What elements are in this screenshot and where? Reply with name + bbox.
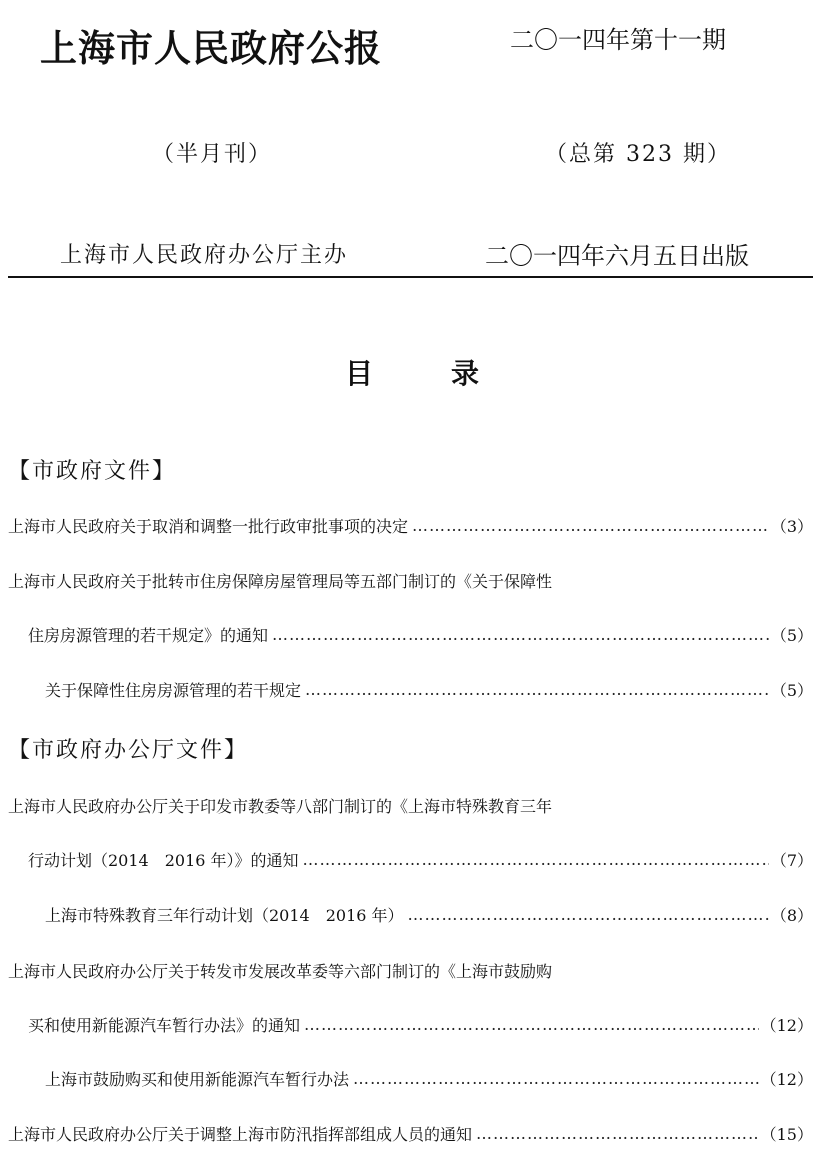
- toc-entry[interactable]: [8, 1121, 813, 1145]
- toc-entry-title: 买和使用新能源汽车暂行办法》的通知: [28, 1015, 301, 1035]
- header-divider: [8, 276, 813, 278]
- toc-entry[interactable]: [8, 568, 813, 592]
- publication-frequency: （半月刊）: [152, 142, 273, 167]
- toc-entry-title: 行动计划（2014 2016 年）》的通知: [28, 850, 299, 870]
- toc-entry-continuation[interactable]: [28, 847, 813, 871]
- section-heading-municipal-gov: 【市政府文件】: [8, 459, 177, 484]
- leader-dots: [353, 1069, 759, 1088]
- toc-entry-continuation[interactable]: [28, 1012, 813, 1036]
- toc-entry-title: 上海市人民政府办公厅关于印发市教委等八部门制订的《上海市特殊教育三年: [8, 796, 553, 816]
- bulletin-title: 上海市人民政府公报: [40, 26, 382, 70]
- leader-dots: [304, 1015, 759, 1034]
- toc-entry[interactable]: [8, 793, 813, 817]
- sponsor-line: 上海市人民政府办公厅主办: [60, 243, 349, 268]
- toc-entry-page: （8）: [770, 905, 813, 925]
- toc-entry-title: 上海市人民政府办公厅关于调整上海市防汛指挥部组成人员的通知: [8, 1124, 473, 1144]
- toc-entry-title: 住房房源管理的若干规定》的通知: [28, 625, 269, 645]
- toc-entry-continuation[interactable]: [28, 622, 813, 646]
- toc-entry[interactable]: [8, 958, 813, 982]
- toc-entry-title: 上海市特殊教育三年行动计划（2014 2016 年）: [45, 905, 404, 925]
- leader-dots: [408, 905, 769, 924]
- toc-subentry[interactable]: [45, 902, 813, 926]
- toc-entry-title: 上海市人民政府关于取消和调整一批行政审批事项的决定: [8, 516, 409, 536]
- section-heading-general-office: 【市政府办公厅文件】: [8, 738, 249, 763]
- toc-entry-page: （15）: [760, 1124, 813, 1144]
- leader-dots: [412, 516, 769, 535]
- toc-entry-title: 上海市人民政府关于批转市住房保障房屋管理局等五部门制订的《关于保障性: [8, 571, 553, 591]
- issue-number: 二〇一四年第十一期: [510, 26, 726, 54]
- toc-entry-page: （7）: [770, 850, 813, 870]
- toc-subentry[interactable]: [45, 677, 813, 701]
- toc-entry-page: （12）: [760, 1015, 813, 1035]
- toc-entry-page: （5）: [770, 680, 813, 700]
- toc-entry-page: （12）: [760, 1069, 813, 1089]
- leader-dots: [303, 850, 769, 869]
- toc-heading: 目录: [345, 357, 558, 390]
- toc-subentry[interactable]: [45, 1066, 813, 1090]
- toc-entry-title: 上海市鼓励购买和使用新能源汽车暂行办法: [45, 1069, 350, 1089]
- total-issue-number: （总第 323 期）: [545, 142, 731, 167]
- toc-entry-page: （5）: [770, 625, 813, 645]
- toc-entry-title: 上海市人民政府办公厅关于转发市发展改革委等六部门制订的《上海市鼓励购: [8, 961, 553, 981]
- leader-dots: [305, 680, 769, 699]
- leader-dots: [272, 625, 769, 644]
- toc-entry-title: 关于保障性住房房源管理的若干规定: [45, 680, 302, 700]
- leader-dots: [476, 1124, 759, 1143]
- toc-entry[interactable]: [8, 513, 813, 537]
- publication-date: 二〇一四年六月五日出版: [485, 242, 749, 270]
- toc-entry-page: （3）: [770, 516, 813, 536]
